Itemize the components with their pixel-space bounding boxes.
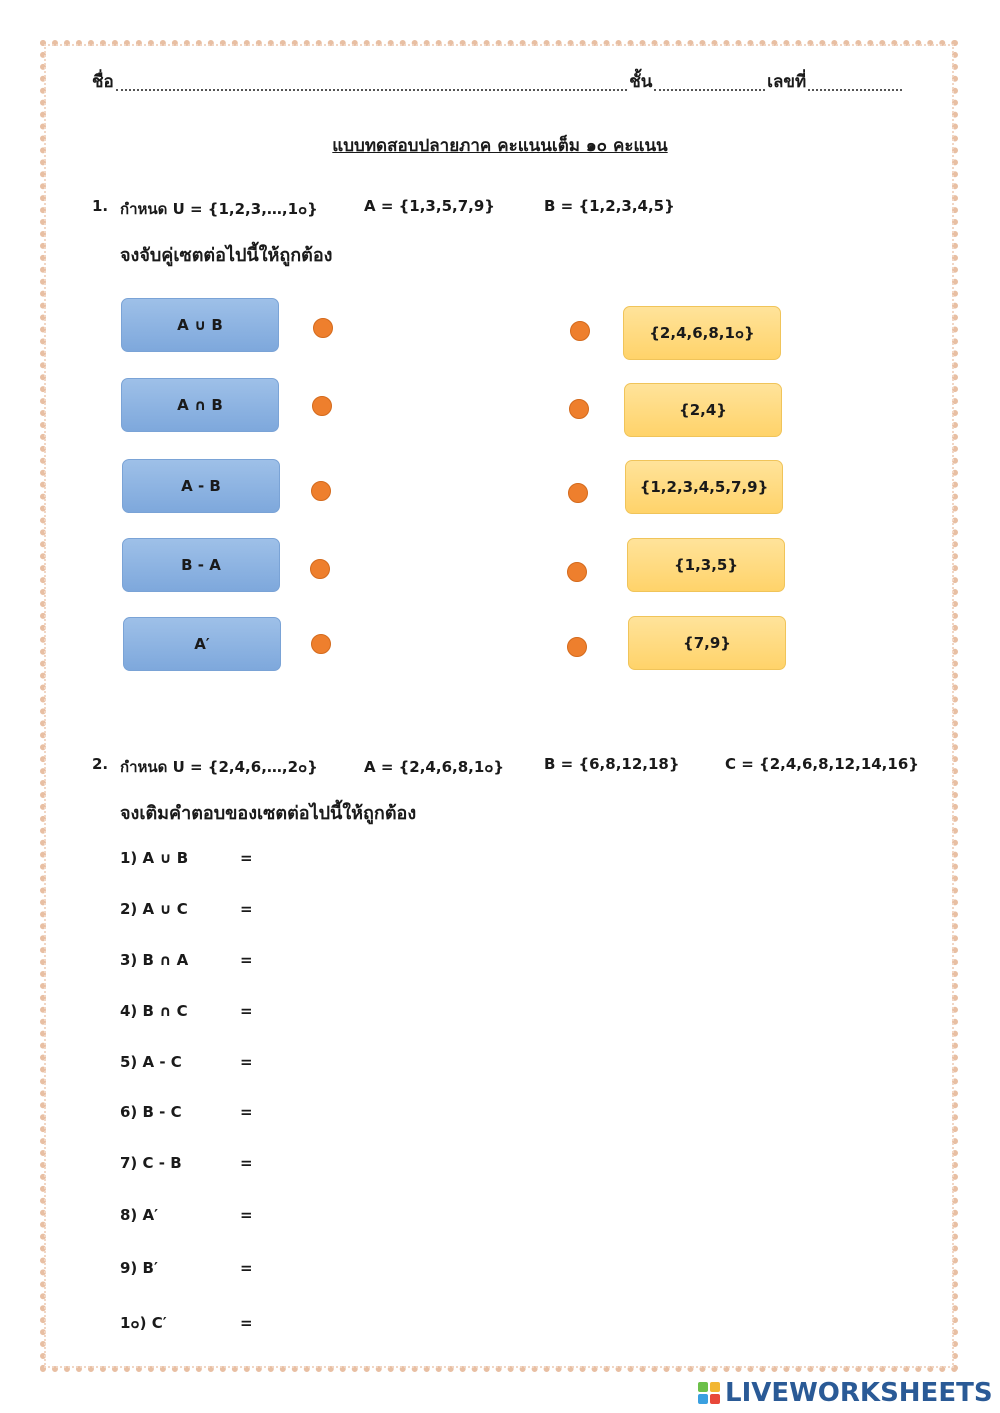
match-left-4[interactable]: B - A <box>122 538 280 592</box>
item-number: 5) <box>120 1053 138 1071</box>
item-number: 1๐) <box>120 1314 147 1332</box>
equals-sign: = <box>240 1053 253 1071</box>
q2-item-10 <box>120 1311 253 1335</box>
match-right-dot-4[interactable] <box>567 562 587 582</box>
q1-set-b: B = {1,2,3,4,5} <box>544 197 675 215</box>
logo-text: LIVEWORKSHEETS <box>725 1378 993 1408</box>
q2-item-7 <box>120 1154 253 1172</box>
item-number: 8) <box>120 1206 138 1224</box>
item-expression: B ∩ A <box>142 951 189 969</box>
match-right-dot-2[interactable] <box>569 399 589 419</box>
match-right-1[interactable]: {2,4,6,8,1๐} <box>623 306 781 360</box>
match-right-dot-3[interactable] <box>568 483 588 503</box>
q2-set-b: B = {6,8,12,18} <box>544 755 680 773</box>
liveworksheets-logo <box>698 1378 993 1408</box>
item-expression: B ∩ C <box>142 1002 188 1020</box>
item-expression: C - B <box>142 1154 182 1172</box>
number-label: เลขที่ <box>767 72 807 92</box>
q2-item-1 <box>120 849 253 867</box>
name-field[interactable] <box>116 89 627 91</box>
match-left-5[interactable]: A′ <box>123 617 281 671</box>
item-number: 2) <box>120 900 138 918</box>
logo-icon <box>698 1382 720 1404</box>
equals-sign: = <box>240 951 253 969</box>
match-right-dot-5[interactable] <box>567 637 587 657</box>
equals-sign: = <box>240 1206 253 1224</box>
item-expression: A ∪ B <box>142 849 189 867</box>
item-expression: A - C <box>142 1053 182 1071</box>
match-left-2[interactable]: A ∩ B <box>121 378 279 432</box>
item-number: 4) <box>120 1002 138 1020</box>
q2-universe: กำหนด U = {2,4,6,…,2๐} <box>120 758 318 776</box>
q2-item-3 <box>120 951 253 969</box>
equals-sign: = <box>240 1154 253 1172</box>
match-right-dot-1[interactable] <box>570 321 590 341</box>
q1-universe: กำหนด U = {1,2,3,…,1๐} <box>120 200 318 218</box>
item-expression: A′ <box>142 1206 159 1224</box>
item-expression: B - C <box>142 1103 182 1121</box>
q1-set-a: A = {1,3,5,7,9} <box>364 197 495 215</box>
item-number: 7) <box>120 1154 138 1172</box>
q2-set-a: A = {2,4,6,8,1๐} <box>364 758 505 776</box>
equals-sign: = <box>240 1002 253 1020</box>
name-label: ชื่อ <box>92 72 114 92</box>
match-right-5[interactable]: {7,9} <box>628 616 786 670</box>
q2-item-2 <box>120 900 253 918</box>
match-left-dot-4[interactable] <box>310 559 330 579</box>
class-label: ชั้น <box>629 72 653 92</box>
match-left-dot-1[interactable] <box>313 318 333 338</box>
match-left-dot-2[interactable] <box>312 396 332 416</box>
class-field[interactable] <box>654 89 765 91</box>
q2-instruction: จงเติมคำตอบของเซตต่อไปนี้ให้ถูกต้อง <box>120 803 417 824</box>
match-left-dot-5[interactable] <box>311 634 331 654</box>
item-number: 6) <box>120 1103 138 1121</box>
equals-sign: = <box>240 1314 253 1332</box>
number-field[interactable] <box>808 89 902 91</box>
item-expression: C′ <box>151 1314 167 1332</box>
q2-item-8 <box>120 1206 253 1224</box>
q2-item-4 <box>120 1002 253 1020</box>
item-number: 3) <box>120 951 138 969</box>
match-right-4[interactable]: {1,3,5} <box>627 538 785 592</box>
student-info-row <box>92 68 904 95</box>
item-number: 9) <box>120 1259 138 1277</box>
equals-sign: = <box>240 900 253 918</box>
item-number: 1) <box>120 849 138 867</box>
match-right-3[interactable]: {1,2,3,4,5,7,9} <box>625 460 783 514</box>
q2-item-5 <box>120 1053 253 1071</box>
q2-set-c: C = {2,4,6,8,12,14,16} <box>725 755 919 773</box>
q1-instruction: จงจับคู่เซตต่อไปนี้ให้ถูกต้อง <box>120 245 333 266</box>
equals-sign: = <box>240 1259 253 1277</box>
q2-number: 2. <box>92 755 109 773</box>
match-right-2[interactable]: {2,4} <box>624 383 782 437</box>
item-expression: B′ <box>142 1259 158 1277</box>
match-left-dot-3[interactable] <box>311 481 331 501</box>
match-left-1[interactable]: A ∪ B <box>121 298 279 352</box>
q2-item-6 <box>120 1103 253 1121</box>
equals-sign: = <box>240 849 253 867</box>
q1-number: 1. <box>92 197 109 215</box>
match-left-3[interactable]: A - B <box>122 459 280 513</box>
page-title: แบบทดสอบปลายภาค คะแนนเต็ม ๑๐ คะแนน <box>332 136 668 156</box>
q2-item-9 <box>120 1259 253 1277</box>
item-expression: A ∪ C <box>142 900 188 918</box>
equals-sign: = <box>240 1103 253 1121</box>
